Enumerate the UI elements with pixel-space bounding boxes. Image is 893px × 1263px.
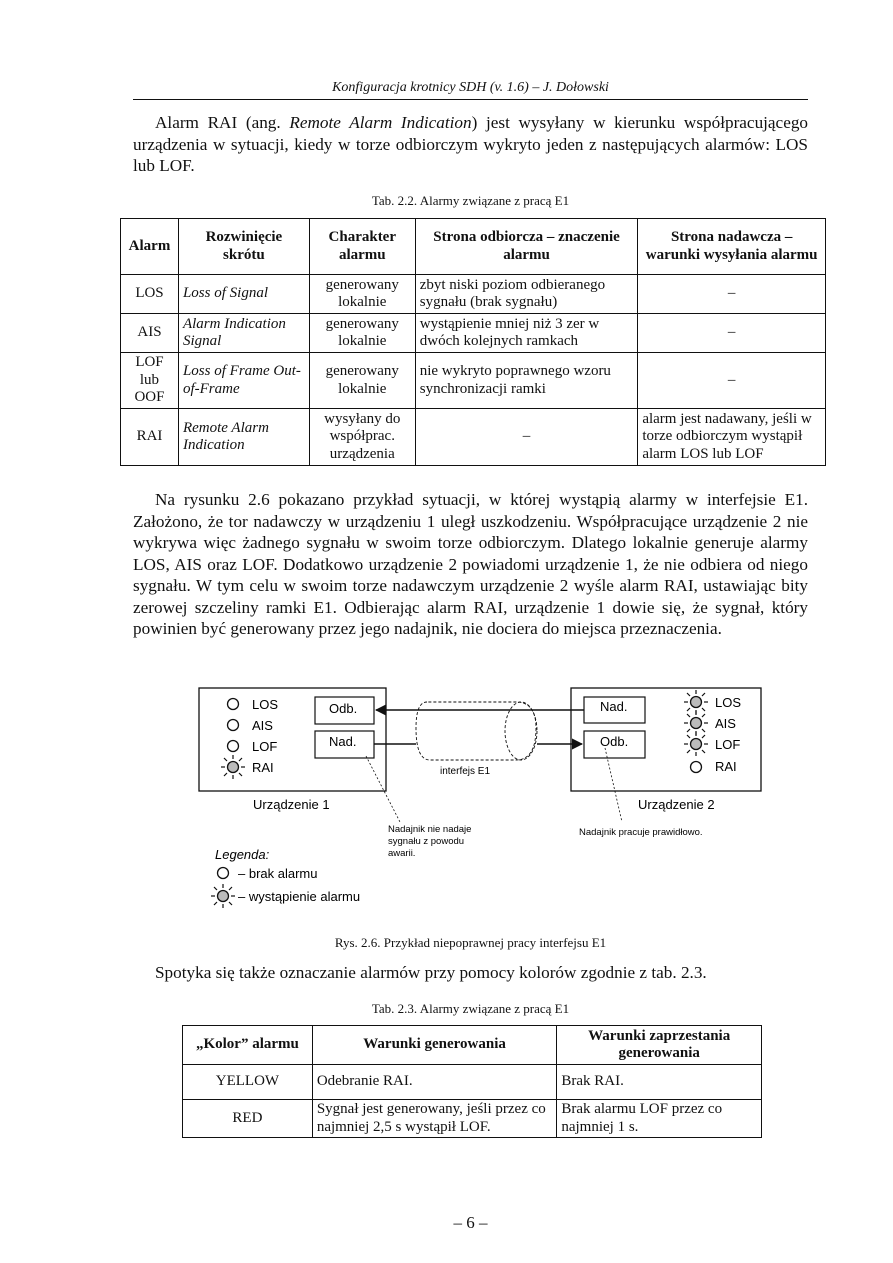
interface-label: interfejs E1 <box>440 766 491 777</box>
table-2-3-header-row <box>183 1026 762 1065</box>
note-2: Nadajnik pracuje prawidłowo. <box>579 827 703 838</box>
note-1-line-1: Nadajnik nie nadaje <box>388 824 472 835</box>
th-expansion: Rozwinięcie skrótu <box>178 219 309 275</box>
cell-character: generowany lokalnie <box>309 275 415 314</box>
cell-expansion: Alarm Indication Signal <box>178 314 309 353</box>
device-1-alarms <box>221 697 278 779</box>
paragraph-colors <box>133 962 808 984</box>
device-2-alarms <box>684 690 741 774</box>
cell-receive: zbyt niski poziom odbieranego sygnału (brak sygnału) <box>415 275 638 314</box>
cell-receive: wystąpienie mniej niż 3 zer w dwóch kolejnych ramkach <box>415 314 638 353</box>
device-1-alarm-label: AIS <box>252 718 273 733</box>
paragraph-rai-intro <box>133 112 808 177</box>
no-alarm-icon <box>228 741 239 752</box>
cell-gen: Sygnał jest generowany, jeśli przez co najmniej 2,5 s wystąpił LOF. <box>312 1100 557 1138</box>
cell-character: generowany lokalnie <box>309 314 415 353</box>
cell-alarm: AIS <box>121 314 179 353</box>
alarm-icon <box>684 690 708 714</box>
table-2-2-header-row <box>121 219 826 275</box>
device-1-odb-label: Odb. <box>329 701 358 716</box>
legend-no-alarm: – brak alarmu <box>238 866 318 881</box>
th-alarm: Alarm <box>121 219 179 275</box>
table-2-3-caption: Tab. 2.3. Alarmy związane z pracą E1 <box>371 1001 570 1016</box>
device-2-label: Urządzenie 2 <box>638 797 715 812</box>
cell-expansion: Remote Alarm Indication <box>178 409 309 466</box>
cell-color: RED <box>183 1100 313 1138</box>
cell-receive: nie wykryto poprawnego wzoru synchronizacji ramki <box>415 353 638 409</box>
table-row <box>183 1065 762 1100</box>
device-2-odb-label: Odb. <box>600 734 629 749</box>
th-color: „Kolor” alarmu <box>183 1026 313 1065</box>
para1-text-a: Alarm RAI (ang. <box>155 113 290 132</box>
th-generation: Warunki generowania <box>312 1026 557 1065</box>
no-alarm-icon <box>228 699 239 710</box>
cell-gen: Odebranie RAI. <box>312 1065 557 1100</box>
table-2-3 <box>182 1025 762 1138</box>
no-alarm-icon <box>218 868 229 879</box>
cell-send: – <box>638 275 826 314</box>
running-title: Konfiguracja krotnicy SDH (v. 1.6) – J. Dołowski <box>332 80 609 95</box>
no-alarm-icon <box>691 762 702 773</box>
device-2-alarm-label: LOS <box>715 695 742 710</box>
device-1-label: Urządzenie 1 <box>253 797 330 812</box>
legend-title: Legenda: <box>215 847 270 862</box>
figure-caption: Rys. 2.6. Przykład niepoprawnej pracy interfejsu E1 <box>334 935 607 950</box>
cell-alarm: LOF lub OOF <box>121 353 179 409</box>
cell-alarm: RAI <box>121 409 179 466</box>
cell-send: alarm jest nadawany, jeśli w torze odbiorczym wystąpił alarm LOS lub LOF <box>638 409 826 466</box>
note-1-line-3: awarii. <box>388 848 416 859</box>
th-stop-generation: Warunki zaprzestania generowania <box>557 1026 762 1065</box>
note-2-pointer <box>605 748 622 822</box>
table-row <box>183 1100 762 1138</box>
th-send-side: Strona nadawcza – warunki wysyłania alarmu <box>638 219 826 275</box>
header-rule <box>133 99 808 100</box>
table-row <box>121 353 826 409</box>
para1-text-italic: Remote Alarm Indication <box>289 113 472 132</box>
alarm-diagram <box>190 680 770 910</box>
paragraph-figure-description <box>133 489 808 640</box>
legend-alarm: – wystąpienie alarmu <box>238 889 361 904</box>
cell-character: wysyłany do współprac. urządzenia <box>309 409 415 466</box>
th-character: Charakter alarmu <box>309 219 415 275</box>
table-2-2 <box>120 218 826 466</box>
cell-stop: Brak RAI. <box>557 1065 762 1100</box>
device-1-alarm-label: LOS <box>252 697 279 712</box>
device-2-alarm-label: LOF <box>715 737 741 752</box>
cell-send: – <box>638 353 826 409</box>
cell-send: – <box>638 314 826 353</box>
cell-color: YELLOW <box>183 1065 313 1100</box>
table-row <box>121 275 826 314</box>
device-2-alarm-label: AIS <box>715 716 736 731</box>
para1-text-b: ) jest wysyłany w kierunku współpracującego urządzenia w sytuacji, kiedy w torze odbiorczym wykryto jeden z następujących alarmów: LOS lub LOF. <box>133 113 809 175</box>
cell-expansion: Loss of Frame Out-of-Frame <box>178 353 309 409</box>
device-1-alarm-label: RAI <box>252 760 274 775</box>
para3-text: Spotyka się także oznaczanie alarmów przy pomocy kolorów zgodnie z tab. 2.3. <box>155 963 707 982</box>
cell-expansion: Loss of Signal <box>178 275 309 314</box>
alarm-icon <box>211 884 235 908</box>
device-2-nad-label: Nad. <box>600 699 628 714</box>
device-1-alarm-label: LOF <box>252 739 278 754</box>
alarm-icon <box>684 732 708 756</box>
para2-text: Na rysunku 2.6 pokazano przykład sytuacji, w której wystąpią alarmy w interfejsie E1. Założono, że tor nadawczy w urządzeniu 1 uległ uszkodzeniu. Współpracujące urządzenie 2 nie wykrywa więc żadnego sygnału w swoim torze odbiorczym. Dlatego lokalnie generuje alarmy LOS, AIS oraz LOF. Dodatkowo urządzenie 2 powiadomi urządzenie 1, że nie odbiera od niego sygnału. W tym celu w swoim torze nadawczym urządzenie 2 wyśle alarm RAI, ustawiając bity zerowej szczeliny ramki E1. Odbierając alarm RAI, urządzenie 1 dowie się, że sygnał, który powinien być generowany przez jego nadajnik, nie dociera do miejsca przeznaczenia. <box>133 490 808 638</box>
table-row <box>121 314 826 353</box>
cell-receive: – <box>415 409 638 466</box>
page-number: – 6 – <box>453 1213 488 1232</box>
note-1-pointer <box>366 756 400 822</box>
alarm-icon <box>221 755 245 779</box>
device-1-nad-label: Nad. <box>329 734 357 749</box>
cell-stop: Brak alarmu LOF przez co najmniej 1 s. <box>557 1100 762 1138</box>
device-2-alarm-label: RAI <box>715 759 737 774</box>
th-receive-side: Strona odbiorcza – znaczenie alarmu <box>415 219 638 275</box>
note-1-line-2: sygnału z powodu <box>388 836 465 847</box>
cell-character: generowany lokalnie <box>309 353 415 409</box>
alarm-icon <box>684 711 708 735</box>
table-row <box>121 409 826 466</box>
table-2-2-caption: Tab. 2.2. Alarmy związane z pracą E1 <box>371 193 570 208</box>
cell-alarm: LOS <box>121 275 179 314</box>
no-alarm-icon <box>228 720 239 731</box>
